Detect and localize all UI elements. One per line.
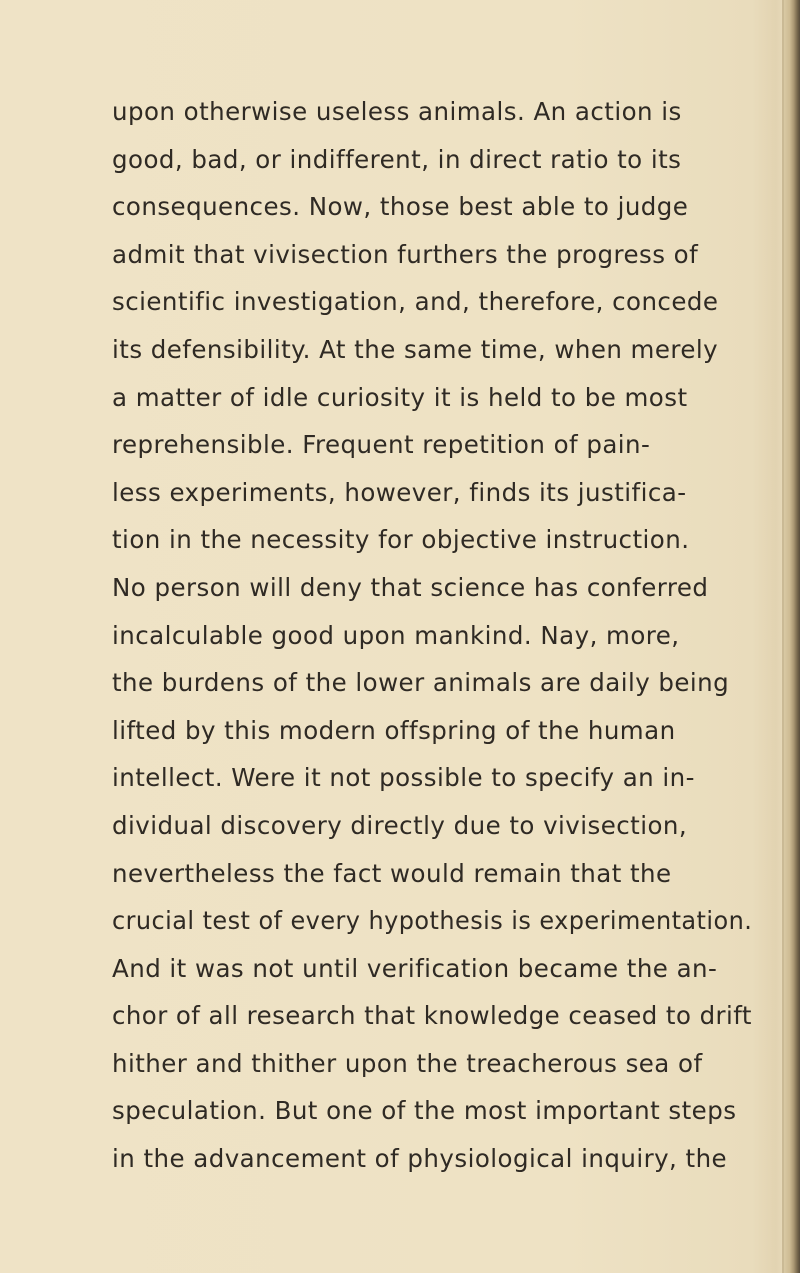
text-line: consequences. Now, those best able to judge <box>112 192 689 222</box>
body-text <box>112 88 753 1183</box>
text-line: tion in the necessity for objective instruction. <box>112 525 690 555</box>
text-line: admit that vivisection furthers the progress of <box>112 239 699 269</box>
text-line: good, bad, or indifferent, in direct ratio to its <box>112 144 682 174</box>
text-line: lifted by this modern offspring of the human <box>112 715 676 745</box>
book-gutter <box>784 0 800 1273</box>
text-line: upon otherwise useless animals. An action is <box>112 97 682 126</box>
text-line: a matter of idle curiosity it is held to be most <box>112 382 688 412</box>
text-line: crucial test of every hypothesis is experimentation. <box>112 906 753 936</box>
text-line: intellect. Were it not possible to specify an in- <box>112 763 695 793</box>
text-line: dividual discovery directly due to vivisection, <box>112 810 688 840</box>
text-line: incalculable good upon mankind. Nay, more, <box>112 620 680 650</box>
text-line: chor of all research that knowledge ceased to drift <box>112 1001 752 1031</box>
text-line: the burdens of the lower animals are daily being <box>112 668 730 698</box>
text-line: in the advancement of physiological inquiry, the <box>112 1144 728 1174</box>
text-line: less experiments, however, finds its justifica- <box>112 477 687 507</box>
text-line: hither and thither upon the treacherous sea of <box>112 1048 703 1078</box>
text-line: And it was not until verification became the an- <box>112 953 718 983</box>
text-line: reprehensible. Frequent repetition of pain- <box>112 430 651 460</box>
text-line: speculation. But one of the most important steps <box>112 1096 737 1126</box>
text-line: nevertheless the fact would remain that the <box>112 858 672 888</box>
text-line: scientific investigation, and, therefore, concede <box>112 287 719 317</box>
text-line: No person will deny that science has conferred <box>112 572 709 602</box>
text-line: its defensibility. At the same time, when merely <box>112 334 719 364</box>
